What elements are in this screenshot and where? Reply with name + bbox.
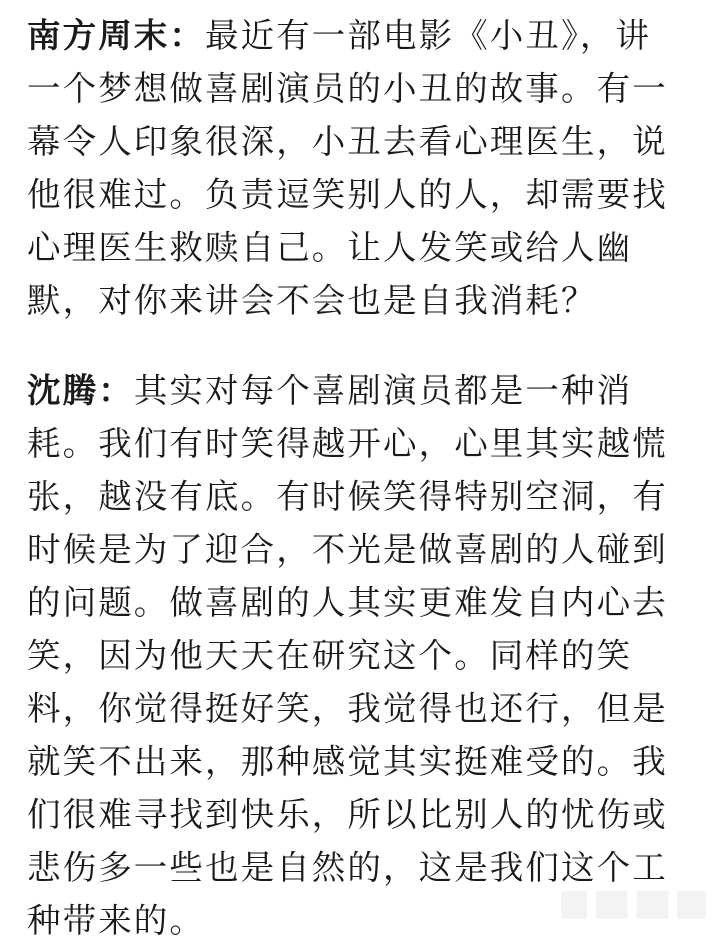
text-line: 笑，因为他天天在研究这个。同样的笑 <box>27 636 633 675</box>
text-line: 悲伤多一些也是自然的，这是我们这个工 <box>27 848 668 887</box>
text-line: 心理医生救赎自己。让人发笑或给人幽 <box>27 228 633 267</box>
line-text: 其实对每个喜剧演员都是一种消 <box>133 371 633 410</box>
text-line: 他很难过。负责逗笑别人的人，却需要找 <box>27 175 668 214</box>
line-text: 最近有一部电影《小丑》，讲 <box>205 16 652 55</box>
paragraph-spacer <box>27 327 707 364</box>
article-body <box>27 0 707 947</box>
text-line: 一个梦想做喜剧演员的小丑的故事。有一 <box>27 69 668 108</box>
watermark <box>561 891 706 919</box>
speaker-label: 沈腾： <box>27 371 134 410</box>
text-line: 时候是为了迎合，不光是做喜剧的人碰到 <box>27 530 668 569</box>
text-line: 默，对你来讲会不会也是自我消耗？ <box>27 281 597 320</box>
answer-paragraph <box>27 364 707 947</box>
text-line: 张，越没有底。有时候笑得特别空洞，有 <box>27 477 668 516</box>
text-line: 种带来的。 <box>27 901 205 940</box>
speaker-label: 南方周末： <box>27 16 205 55</box>
question-paragraph <box>27 9 707 327</box>
text-line <box>27 364 707 417</box>
text-line: 料，你觉得挺好笑，我觉得也还行，但是 <box>27 689 668 728</box>
text-line: 耗。我们有时笑得越开心，心里其实越慌 <box>27 424 668 463</box>
text-line: 就笑不出来，那种感觉其实挺难受的。我 <box>27 742 668 781</box>
text-line <box>27 9 707 62</box>
text-line: 幕令人印象很深，小丑去看心理医生，说 <box>27 122 668 161</box>
text-line: 们很难寻找到快乐，所以比别人的忧伤或 <box>27 795 668 834</box>
text-line: 的问题。做喜剧的人其实更难发自内心去 <box>27 583 668 622</box>
